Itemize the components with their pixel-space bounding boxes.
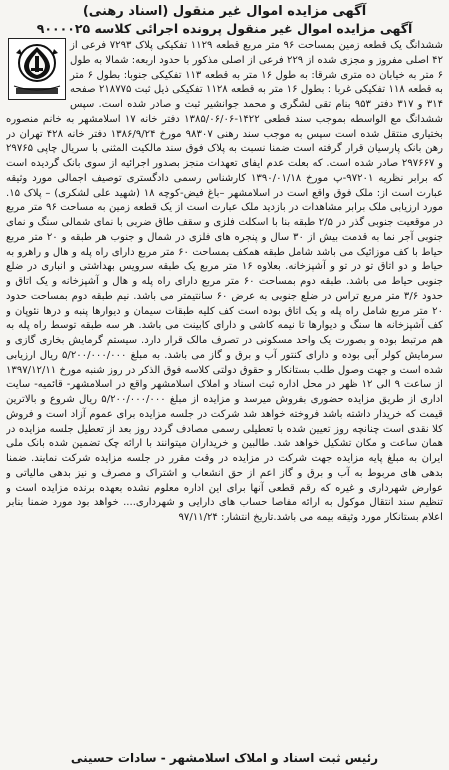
notice-body: ششدانگ یک قطعه زمین بمساحت ۹۶ متر مربع قطعه ۱۱۲۹ تفکیکی پلاک ۷۲۹۳ فرعی از ۴۲ اصلی مفروز و مجزی شده از ۲۲۹ فرعی از اصلی مذکور با حدود اربعه: شمالا به طول ۶ متر به خیابان ده متری شرقا: به طول ۱۶ متر به قطعه ۱۱۳ تفکیکی جنوبا: بطول ۶ متر به قطعه ۱۱۸ تفکیکی غربا : بطول ۱۶ متر به قطعه ۱۱۲۸ تفکیکی ذیل ثبت ۲۱۸۷۷۵ صفحه ۳۱۴ و ۳۱۷ دفتر ۹۵۳ بنام تقی لشگری و محمد جوانشیر ثبت و صادر شده است. سپس ششدانگ مع الواسطه بموجب سند قطعی ۱۴۲۲-۱۳۸۵/۰۶/۰۶ دفتر خانه ۱۷ اسلامشهر به خانم منصوره بختیاری منتقل شده است سپس به موجب سند رهنی ۹۸۳۰۷ مورخ ۱۳۸۶/۹/۲۴ دفتر خانه ۴۲۸ تهران در رهن بانک پارسیان قرار گرفته است ضمنا نسبت به پلاک فوق سند مالکیت المثنی با سریال چاپی ۲۹۷۶۵ و ۲۹۷۶۶۷ صادر شده است. که بعلت عدم ایفای تعهدات منجز بصدور اجرائیه از سوی بانک گردیده است که برابر نظریه ۹۷۲۰۱-پ مورخ ۱۳۹۰/۰۱/۱۸ کارشناس رسمی دادگستری توصیف اجمالی مورد وثیقه عبارت است از: ملک فوق واقع است در اسلامشهر –باغ فیض-کوچه ۱۸ (شهید علی لشکری) – پلاک ۱۵. مورد ارزیابی ملک برابر مشاهدات در بازدید ملک عبارت است از یک قطعه زمین به مساحت ۹۶ متر مربع در موقعیت جنوبی گذر در ۲/۵ طبقه بنا با اسکلت فلزی و سقف طاق ضربی با نمای شمالی سنگ و نمای جنوبی آجر نما به قدمت بیش از ۳۰ سال و پنجره های فلزی در شمال و جنوب هر طبقه و ۲۰ متر مربع حیاط با کف موزائیک می باشد شامل طبقه همکف بمساحت ۶۰ متر مربع دارای راه پله و هال و راهرو به حیاط و دو اتاق تو در تو و آشپزخانه. بعلاوه ۱۶ متر مربع یک طبقه سرویس بهداشتی و انباری در ضلع جنوبی حیاط می باشد. طبقه دوم بمساحت ۶۰ متر مربع دارای راه پله و هال و آشپزخانه و یک اتاق و حدود ۳/۶ متر مربع تراس در ضلع جنوبی به عرض ۶۰ سانتیمتر می باشد. نیم طبقه دوم بمساحت حدود ۲۰ متر مربع شامل راه پله و یک اتاق بوده است کف کلیه طبقات سیمان و دیوارها پنبه و درها نئوپان و کف آشپزخانه ها سنگ و دیوارها تا نیمه کاشی و دارای کابینت می باشد. هر سه طبقه توسط راه پله به هم مرتبط بوده و بصورت یک واحد مسکونی در تصرف مالک قرار دارد. سیستم گرمایش بخاری گازی و سرمایش کولر آبی بوده و دارای کنتور آب و برق و گاز می باشد. به مبلغ ۵/۲۰۰/۰۰۰/۰۰۰ ریال ارزیابی شده است و جهت وصول طلب بستانکار و حقوق دولتی کلاسه فوق الذکر در روز شنبه مورخ ۱۳۹۷/۱۲/۱۱ از ساعت ۹ الی ۱۲ ظهر در محل اداره ثبت اسناد و املاک اسلامشهر واقع در اسلامشهر- قائمیه- سایت اداری از طریق مزایده حضوری بفروش میرسد و مزایده از مبلغ ۵/۲۰۰/۰۰۰/۰۰۰ ریال شروع و بالاترین قیمت که خریدار داشته باشد فروخته خواهد شد شرکت در جلسه مزایده برای عموم آزاد است و فروش کلا نقدی است چنانچه روز تعیین شده با تعطیلی رسمی مصادف گردد روز بعد از تعطیل جلسه مزایده در همان ساعت و مکان تشکیل خواهد شد. طالبین و خریداران میتوانند با ارائه چک تضمین شده بانک ملی ایران به مبلغ پایه مزایده جهت شرکت در مزایده در وقت مقرر در جلسه مزایده شرکت نمایند. ضمنا بدهی های مربوط به آب و برق و گاز اعم از حق انشعاب و اشتراک و مصرف و نیز بدهی مالیاتی و عوارض شهرداری و غیره که رقم قطعی آنها برای این اداره معلوم نشده بعهده برنده مزایده است و تنظیم سند انتقال موکول به ارائه مفاصا حساب های دارایی و شهرداری.... خواهد بود مورد ضمنا بنابر اعلام بستانکار مورد وثیقه بیمه می باشد.تاریخ انتشار: ۹۷/۱۱/۲۴ [6,40,443,523]
notice-body-container [6,39,443,744]
notice-title: آگهی مزایده اموال غیر منقول (اسناد رهنی) [82,4,367,19]
registry-organization-logo [8,38,66,100]
notice-subtitle: آگهی مزایده اموال غیر منقول پرونده اجرائی کلاسه ۹۰۰۰۰۲۵ [36,21,413,36]
notice-signature: رئیس ثبت اسناد و املاک اسلامشهر - سادات حسینی [70,751,379,765]
registry-emblem-icon [8,38,66,100]
